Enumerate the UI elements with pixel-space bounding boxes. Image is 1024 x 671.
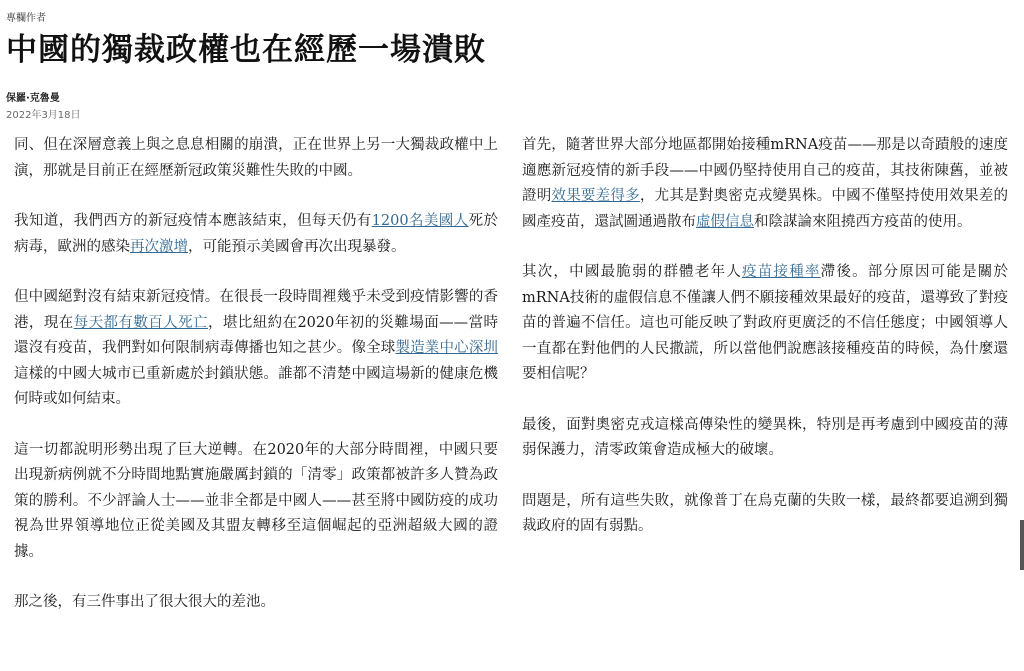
inline-link[interactable]: 1200名美國人 <box>371 213 469 229</box>
paragraph-text: 滯後。部分原因可能是關於mRNA技術的虛假信息不僅讓人們不願接種效果最好的疫苗，還導致了對疫苗的普遍不信任。這也可能反映了對政府更廣泛的不信任態度；中國領導人一直都在對他們的人民撒謊，所以當他們說應該接種疫苗的時候，為什麼還要相信呢？ <box>522 264 1009 382</box>
paragraph <box>14 209 498 260</box>
inline-link[interactable]: 每天都有數百人死亡 <box>73 314 208 331</box>
paragraph-text: 我知道，我們西方的新冠疫情本應該結束，但每天仍有 <box>14 213 372 229</box>
paragraph <box>522 489 1008 540</box>
paragraph-text: 但中國絕對沒有結束新冠疫情。在很長一段時間裡幾乎未受到疫情影響的香港，現在 <box>14 289 498 331</box>
paragraph-text: 這一切都說明形勢出現了巨大逆轉。在2020年的大部分時間裡，中國只要出現新病例就不分時間地點實施嚴厲封鎖的「清零」政策都被許多人贊為政策的勝利。不少評論人士——並非全都是中國人——甚至將中國防疫的成功視為世界領導地位正從美國及其盟友轉移至這個崛起的亞洲超級大國的證據。 <box>14 441 498 560</box>
paragraph <box>14 133 498 184</box>
paragraph-text: 這樣的中國大城市已重新處於封鎖狀態。誰都不清楚中國這場新的健康危機何時或如何結束。 <box>14 365 498 407</box>
publish-date: 2022年3月18日 <box>6 110 81 121</box>
paragraph-text: 其次，中國最脆弱的群體老年人 <box>522 264 743 280</box>
paragraph-text: ，可能預示美國會再次出現暴發。 <box>188 238 406 255</box>
inline-link[interactable]: 效果要差得多 <box>551 188 640 204</box>
paragraph-text: ，堪比紐約在2020年初的災難場面——當時還沒有疫苗，我們對如何限制病毒傳播也知之甚少。像全球 <box>14 314 499 356</box>
inline-link[interactable]: 製造業中心深圳 <box>395 340 498 356</box>
paragraph-text: 最後，面對奧密克戎這樣高傳染性的變異株，特別是再考慮到中國疫苗的薄弱保護力，清零政策會造成極大的破壞。 <box>522 416 1008 458</box>
paragraph-text: 那之後，有三件事出了很大很大的差池。 <box>14 594 275 610</box>
article-column-right <box>522 133 1008 565</box>
paragraph <box>522 133 1008 235</box>
scrollbar-thumb[interactable] <box>1020 520 1024 570</box>
paragraph <box>522 260 1008 388</box>
paragraph-text: 和陰謀論來阻撓西方疫苗的使用。 <box>754 213 972 230</box>
paragraph <box>14 438 498 566</box>
paragraph-text: 死於病毒，歐洲的感染 <box>14 213 499 255</box>
paragraph <box>14 590 498 616</box>
paragraph <box>14 285 498 413</box>
inline-link[interactable]: 再次激增 <box>130 238 188 255</box>
inline-link[interactable]: 疫苗接種率 <box>742 264 821 280</box>
inline-link[interactable]: 虛假信息 <box>696 213 754 230</box>
article-title: 中國的獨裁政權也在經歷一場潰敗 <box>6 32 486 68</box>
paragraph-text: ，尤其是對奧密克戎變異株。中國不僅堅持使用效果差的國產疫苗，還試圖通過散布 <box>522 188 1008 230</box>
paragraph-text: 同、但在深層意義上與之息息相關的崩潰，正在世界上另一大獨裁政權中上演，那就是目前正在經歷新冠政策災難性失敗的中國。 <box>14 137 498 179</box>
author-byline[interactable]: 保羅·克魯曼 <box>6 93 60 104</box>
paragraph <box>522 413 1008 464</box>
paragraph-text: 問題是，所有這些失敗，就像普丁在烏克蘭的失敗一樣，最終都要追溯到獨裁政府的固有弱點。 <box>522 492 1008 534</box>
article-column-left <box>14 133 498 641</box>
paragraph-text: 首先，隨著世界大部分地區都開始接種mRNA疫苗——那是以奇蹟般的速度適應新冠疫情的新手段——中國仍堅持使用自己的疫苗，其技術陳舊，並被證明 <box>522 137 1008 204</box>
section-kicker: 專欄作者 <box>6 13 46 24</box>
